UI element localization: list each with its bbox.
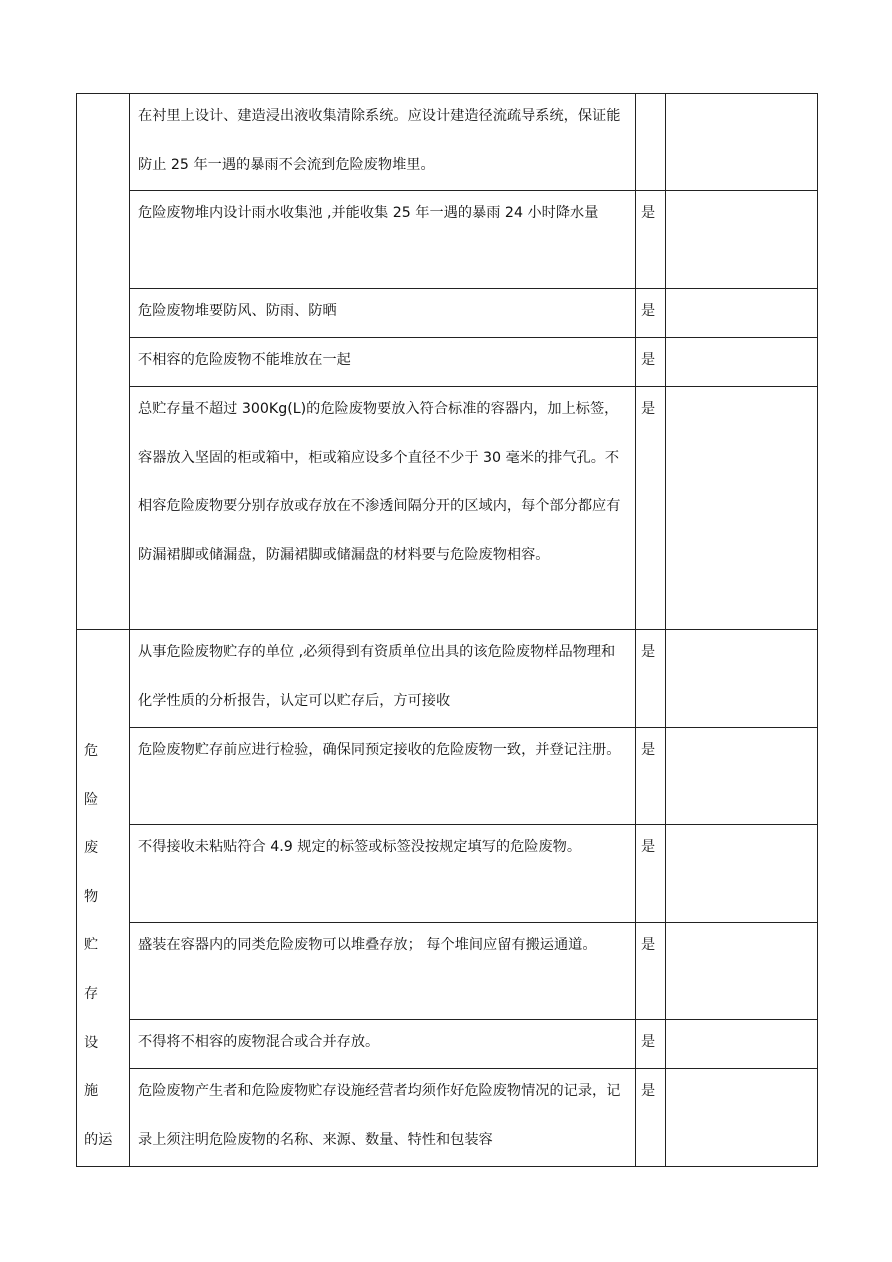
requirement-cell: 危险废物堆要防风、防雨、防晒 — [130, 289, 636, 338]
requirement-cell: 危险废物贮存前应进行检验，确保同预定接收的危险废物一致，并登记注册。 — [130, 728, 636, 825]
requirement-cell: 不得将不相容的废物混合或合并存放。 — [130, 1020, 636, 1069]
requirement-cell: 从事危险废物贮存的单位 ,必须得到有资质单位出具的该危险废物样品物理和化学性质的分析报告，认定可以贮存后，方可接收 — [130, 630, 636, 728]
remark-cell — [666, 825, 818, 923]
remark-cell — [666, 1069, 818, 1167]
status-cell: 是 — [636, 825, 666, 923]
category-cell — [77, 94, 130, 630]
requirement-cell: 不相容的危险废物不能堆放在一起 — [130, 338, 636, 387]
requirement-cell: 不得接收未粘贴符合 4.9 规定的标签或标签没按规定填写的危险废物。 — [130, 825, 636, 923]
requirement-cell: 危险废物堆内设计雨水收集池 ,并能收集 25 年一遇的暴雨 24 小时降水量 — [130, 191, 636, 289]
status-cell: 是 — [636, 1020, 666, 1069]
table-row — [77, 923, 818, 1020]
remark-cell — [666, 630, 818, 728]
table-row — [77, 191, 818, 289]
category-label: 危 险 废 物 贮 存 设 施 的运 — [84, 743, 113, 1148]
remark-cell — [666, 338, 818, 387]
status-cell: 是 — [636, 191, 666, 289]
table-row — [77, 630, 818, 728]
table-row — [77, 1069, 818, 1167]
remark-cell — [666, 923, 818, 1020]
status-cell: 是 — [636, 1069, 666, 1167]
requirement-cell: 危险废物产生者和危险废物贮存设施经营者均须作好危险废物情况的记录，记录上须注明危险废物的名称、来源、数量、特性和包装容 — [130, 1069, 636, 1167]
remark-cell — [666, 289, 818, 338]
table-row — [77, 387, 818, 630]
table-row — [77, 338, 818, 387]
status-cell: 是 — [636, 289, 666, 338]
table-row — [77, 94, 818, 191]
status-cell: 是 — [636, 923, 666, 1020]
table-row — [77, 1020, 818, 1069]
remark-cell — [666, 728, 818, 825]
category-cell — [77, 630, 130, 1167]
requirement-cell: 盛装在容器内的同类危险废物可以堆叠存放； 每个堆间应留有搬运通道。 — [130, 923, 636, 1020]
status-cell — [636, 94, 666, 191]
remark-cell — [666, 1020, 818, 1069]
status-cell: 是 — [636, 338, 666, 387]
remark-cell — [666, 94, 818, 191]
table-row — [77, 728, 818, 825]
requirement-cell: 总贮存量不超过 300Kg(L)的危险废物要放入符合标准的容器内，加上标签，容器放入坚固的柜或箱中，柜或箱应设多个直径不少于 30 毫米的排气孔。不相容危险废物要分别存放或存放在不渗透间隔分开的区域内，每个部分都应有防漏裙脚或储漏盘，防漏裙脚或储漏盘的材料要与危险废物相容。 — [130, 387, 636, 630]
requirement-cell: 在衬里上设计、建造浸出液收集清除系统。应设计建造径流疏导系统，保证能防止 25 年一遇的暴雨不会流到危险废物堆里。 — [130, 94, 636, 191]
status-cell: 是 — [636, 387, 666, 630]
requirements-table — [76, 93, 818, 1167]
status-cell: 是 — [636, 630, 666, 728]
remark-cell — [666, 387, 818, 630]
table-row — [77, 825, 818, 923]
remark-cell — [666, 191, 818, 289]
table-row — [77, 289, 818, 338]
status-cell: 是 — [636, 728, 666, 825]
